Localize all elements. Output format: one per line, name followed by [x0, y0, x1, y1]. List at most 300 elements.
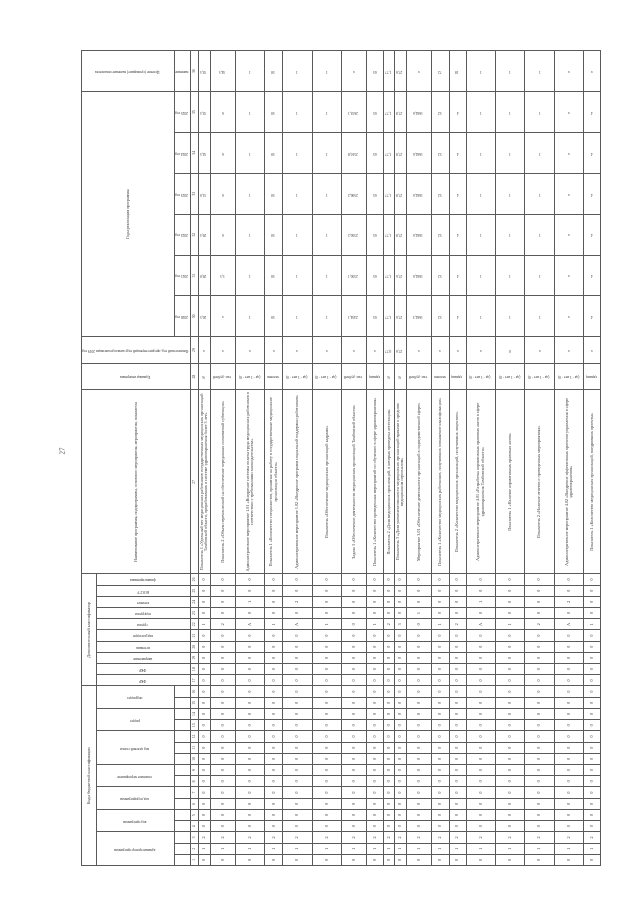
- row-year-value: 1: [525, 132, 554, 173]
- code-cell: 0: [406, 787, 431, 798]
- header-fund-col-5: группа: [97, 619, 191, 630]
- row-name: Административное мероприятие 4.01 «Разработка нормативных правовых актов в сфере здравоохранения Тамбовской области»: [466, 390, 495, 574]
- code-cell: 0: [283, 809, 312, 820]
- code-cell: 0: [283, 798, 312, 809]
- code-cell: 0: [394, 652, 406, 663]
- code-cell: 0: [265, 731, 283, 742]
- code-cell: 0: [198, 798, 210, 809]
- code-cell: 0: [312, 708, 341, 719]
- code-cell: А: [466, 619, 495, 630]
- row-year-value: 1: [495, 132, 524, 173]
- code-cell: 0: [383, 720, 394, 731]
- header-code-subcell: [174, 798, 190, 809]
- table-row: [283, 51, 312, 866]
- row-year-value: 5,5: [210, 255, 235, 296]
- row-year-value: 4: [584, 173, 601, 214]
- code-cell: 0: [265, 798, 283, 809]
- code-cell: 0: [198, 809, 210, 820]
- row-base-value: х: [406, 337, 431, 364]
- code-cell: 0: [367, 854, 384, 865]
- code-cell: 0: [554, 720, 583, 731]
- code-cell: 0: [466, 641, 495, 652]
- code-cell: 2: [466, 832, 495, 843]
- code-cell: 0: [312, 809, 341, 820]
- code-cell: 0: [198, 607, 210, 618]
- code-cell: 0: [383, 798, 394, 809]
- row-year-value: х: [554, 173, 583, 214]
- header-code-subcell: [174, 787, 190, 798]
- code-cell: 0: [198, 630, 210, 641]
- table-row: [312, 51, 341, 866]
- code-cell: 0: [394, 854, 406, 865]
- code-cell: 0: [406, 619, 431, 630]
- code-cell: 0: [449, 776, 466, 787]
- code-cell: 0: [210, 708, 235, 719]
- row-year-value: 1,77: [383, 214, 394, 255]
- row-year-value: 31,0: [198, 173, 210, 214]
- code-cell: 0: [495, 574, 524, 585]
- row-year-value: х: [554, 255, 583, 296]
- code-cell: 0: [394, 742, 406, 753]
- code-cell: 0: [406, 776, 431, 787]
- row-base-value: 0: [495, 337, 524, 364]
- row-year-value: 52: [431, 296, 449, 337]
- column-number: 19: [190, 652, 198, 663]
- code-cell: 1: [265, 619, 283, 630]
- code-cell: 0: [210, 630, 235, 641]
- row-year-value: 50: [265, 132, 283, 173]
- table-row: [210, 51, 235, 866]
- row-year-value: 1,77: [383, 255, 394, 296]
- code-cell: 1: [265, 843, 283, 854]
- code-cell: 0: [495, 798, 524, 809]
- code-cell: 0: [394, 585, 406, 596]
- row-unit: (да - 1 нет - 0): [554, 363, 583, 390]
- code-cell: 0: [525, 731, 554, 742]
- row-final-value: 1: [495, 51, 524, 92]
- header-code-subcell: [174, 753, 190, 764]
- code-cell: 0: [394, 708, 406, 719]
- row-year-value: 1: [283, 173, 312, 214]
- code-cell: 0: [554, 708, 583, 719]
- code-cell: 0: [466, 675, 495, 686]
- code-cell: 0: [210, 574, 235, 585]
- row-year-value: 1: [235, 255, 264, 296]
- header-unit: Единица измерения: [82, 363, 191, 390]
- code-cell: 0: [584, 798, 601, 809]
- code-cell: 0: [265, 708, 283, 719]
- code-cell: 1: [466, 596, 495, 607]
- table-row: [235, 51, 264, 866]
- code-cell: 1: [406, 607, 431, 618]
- row-year-value: 4: [449, 255, 466, 296]
- row-year-value: 1: [235, 173, 264, 214]
- code-cell: 0: [235, 652, 264, 663]
- code-cell: 0: [466, 821, 495, 832]
- code-cell: 0: [265, 630, 283, 641]
- header-code-subcell: [174, 720, 190, 731]
- row-final-value: 18: [449, 51, 466, 92]
- code-cell: 2: [210, 619, 235, 630]
- code-cell: 0: [466, 652, 495, 663]
- row-year-value: 52: [431, 173, 449, 214]
- code-cell: 0: [235, 708, 264, 719]
- code-cell: 0: [406, 697, 431, 708]
- code-cell: 0: [265, 742, 283, 753]
- code-cell: 0: [584, 809, 601, 820]
- code-cell: 0: [449, 753, 466, 764]
- row-base-value: х: [312, 337, 341, 364]
- row-final-value: 1: [466, 51, 495, 92]
- row-year-value: 50: [265, 255, 283, 296]
- code-cell: 0: [466, 798, 495, 809]
- code-cell: 0: [466, 765, 495, 776]
- code-cell: 0: [210, 787, 235, 798]
- code-cell: 0: [210, 742, 235, 753]
- code-cell: 0: [367, 585, 384, 596]
- row-year-value: 1,77: [383, 296, 394, 337]
- row-year-value: 50: [265, 92, 283, 133]
- code-cell: 0: [584, 731, 601, 742]
- row-name: Показатель 1 «Наличие нормативных правовых актов»: [495, 390, 524, 574]
- code-cell: 0: [554, 753, 583, 764]
- code-cell: 0: [235, 585, 264, 596]
- code-cell: 0: [198, 596, 210, 607]
- code-cell: 0: [406, 574, 431, 585]
- row-year-value: 4: [584, 92, 601, 133]
- code-cell: 0: [431, 585, 449, 596]
- code-cell: 2: [367, 832, 384, 843]
- row-year-value: 1: [466, 173, 495, 214]
- code-cell: 0: [554, 787, 583, 798]
- code-cell: 0: [312, 731, 341, 742]
- code-cell: 0: [554, 742, 583, 753]
- code-cell: 0: [525, 697, 554, 708]
- code-cell: 0: [312, 776, 341, 787]
- code-cell: 0: [466, 708, 495, 719]
- row-year-value: 1: [495, 296, 524, 337]
- code-cell: 0: [449, 854, 466, 865]
- header-name: Наименование программы, подпрограммы, основного мероприятия, мероприятия, показателя: [82, 390, 191, 574]
- code-cell: 0: [312, 720, 341, 731]
- header-year-2: 2022 год: [174, 214, 190, 255]
- code-cell: 0: [367, 686, 384, 697]
- column-number: 22: [190, 619, 198, 630]
- header-year-4: 2024 год: [174, 132, 190, 173]
- row-year-value: 1: [466, 132, 495, 173]
- code-cell: 0: [495, 664, 524, 675]
- row-year-value: 27,8: [394, 132, 406, 173]
- table-row: [525, 51, 554, 866]
- code-cell: 1: [406, 843, 431, 854]
- code-cell: 0: [265, 821, 283, 832]
- code-cell: 0: [394, 809, 406, 820]
- row-unit: единиц: [449, 363, 466, 390]
- code-cell: 0: [367, 731, 384, 742]
- code-cell: 1: [584, 619, 601, 630]
- row-year-value: 1: [283, 255, 312, 296]
- row-name: Задача 3 «Обеспечение деятельности медицинских организаций Тамбовской области»: [342, 390, 367, 574]
- code-cell: 0: [525, 652, 554, 663]
- header-code-subcell: [174, 832, 190, 843]
- row-year-value: 1: [495, 214, 524, 255]
- code-cell: 0: [525, 708, 554, 719]
- code-cell: 0: [283, 708, 312, 719]
- row-year-value: 1662,6: [406, 132, 431, 173]
- row-year-value: 1662,6: [406, 92, 431, 133]
- row-final-value: 65: [367, 51, 384, 92]
- code-cell: 0: [283, 821, 312, 832]
- column-number: 15: [190, 697, 198, 708]
- row-year-value: х: [554, 132, 583, 173]
- code-cell: 0: [466, 630, 495, 641]
- row-unit: %: [198, 363, 210, 390]
- code-cell: 0: [394, 776, 406, 787]
- code-cell: 0: [265, 809, 283, 820]
- code-cell: 0: [367, 630, 384, 641]
- code-cell: 0: [449, 686, 466, 697]
- code-cell: 0: [584, 697, 601, 708]
- code-cell: 0: [383, 821, 394, 832]
- code-cell: 0: [584, 574, 601, 585]
- code-cell: 0: [265, 596, 283, 607]
- code-cell: 1: [525, 843, 554, 854]
- code-cell: 0: [265, 574, 283, 585]
- code-cell: 2: [525, 619, 554, 630]
- code-cell: 0: [495, 765, 524, 776]
- code-cell: 0: [383, 787, 394, 798]
- row-year-value: 52: [431, 92, 449, 133]
- code-cell: 0: [584, 641, 601, 652]
- table-row: [431, 51, 449, 866]
- code-cell: 0: [342, 854, 367, 865]
- header-code-subcell: [174, 843, 190, 854]
- code-cell: 0: [449, 809, 466, 820]
- row-final-value: 1,77: [383, 51, 394, 92]
- code-cell: 0: [431, 686, 449, 697]
- code-cell: 0: [431, 607, 449, 618]
- column-number: 4: [190, 821, 198, 832]
- code-cell: 0: [525, 821, 554, 832]
- row-year-value: 2506,2: [342, 173, 367, 214]
- code-cell: 0: [584, 585, 601, 596]
- header-year-1: 2021 год: [174, 255, 190, 296]
- code-cell: 1: [383, 843, 394, 854]
- header-code-subcell: [174, 686, 190, 697]
- row-name: Показатель 1 «Количество медицинских организаций, внедривших проекты»: [584, 390, 601, 574]
- code-cell: 0: [367, 607, 384, 618]
- code-cell: 0: [342, 776, 367, 787]
- row-year-value: 4: [449, 214, 466, 255]
- row-year-value: 1: [312, 296, 341, 337]
- code-cell: 0: [495, 720, 524, 731]
- code-cell: 0: [312, 686, 341, 697]
- code-cell: 0: [312, 765, 341, 776]
- code-cell: 1: [367, 619, 384, 630]
- code-cell: 0: [431, 720, 449, 731]
- row-year-value: 1: [525, 92, 554, 133]
- code-cell: 2: [449, 619, 466, 630]
- column-number: 26: [190, 574, 198, 585]
- column-number: 7: [190, 787, 198, 798]
- row-year-value: 2510,8: [342, 132, 367, 173]
- code-cell: 0: [525, 607, 554, 618]
- code-cell: 1: [495, 843, 524, 854]
- code-cell: 0: [406, 708, 431, 719]
- row-base-value: х: [525, 337, 554, 364]
- row-year-value: 1: [235, 296, 264, 337]
- column-number: 29: [190, 337, 198, 364]
- code-cell: 2: [210, 832, 235, 843]
- row-unit: (да - 1 нет - 0): [235, 363, 264, 390]
- code-cell: 0: [449, 742, 466, 753]
- code-cell: 0: [554, 854, 583, 865]
- code-cell: 0: [198, 686, 210, 697]
- table-row: [198, 51, 210, 866]
- code-cell: 0: [283, 776, 312, 787]
- code-cell: 0: [554, 731, 583, 742]
- code-cell: 0: [235, 641, 264, 652]
- header-code-subcell: [174, 809, 190, 820]
- code-cell: 0: [235, 697, 264, 708]
- code-cell: 0: [406, 753, 431, 764]
- code-cell: 2: [431, 832, 449, 843]
- code-cell: А: [283, 619, 312, 630]
- code-cell: 1: [312, 619, 341, 630]
- code-cell: 1: [235, 596, 264, 607]
- code-cell: 0: [312, 742, 341, 753]
- row-unit: тыс. рублей: [342, 363, 367, 390]
- code-cell: 0: [394, 607, 406, 618]
- code-cell: 0: [342, 753, 367, 764]
- table-row: [394, 51, 406, 866]
- code-cell: 0: [367, 742, 384, 753]
- code-cell: 0: [383, 664, 394, 675]
- code-cell: 0: [383, 708, 394, 719]
- code-cell: 0: [367, 675, 384, 686]
- row-year-value: 2350,2: [342, 214, 367, 255]
- code-cell: 0: [235, 664, 264, 675]
- code-cell: 0: [466, 720, 495, 731]
- code-cell: 0: [312, 585, 341, 596]
- code-cell: 0: [584, 787, 601, 798]
- row-year-value: 27,6: [394, 296, 406, 337]
- code-cell: 0: [495, 854, 524, 865]
- row-final-value: х: [554, 51, 583, 92]
- row-base-value: х: [431, 337, 449, 364]
- code-cell: 0: [406, 742, 431, 753]
- code-cell: 0: [210, 596, 235, 607]
- row-year-value: 1662,3: [406, 296, 431, 337]
- column-number: 10: [190, 753, 198, 764]
- code-cell: 3: [394, 619, 406, 630]
- column-number: 33: [190, 173, 198, 214]
- row-year-value: 4: [584, 132, 601, 173]
- code-cell: 0: [342, 619, 367, 630]
- code-cell: 0: [265, 675, 283, 686]
- code-cell: 0: [449, 607, 466, 618]
- row-base-value: х: [367, 337, 384, 364]
- code-cell: 0: [449, 731, 466, 742]
- code-cell: 0: [312, 675, 341, 686]
- code-cell: 0: [283, 854, 312, 865]
- code-cell: 0: [495, 675, 524, 686]
- row-year-value: 1: [525, 173, 554, 214]
- code-cell: 0: [312, 664, 341, 675]
- header-period: Годы реализации программы: [82, 92, 175, 337]
- code-cell: 0: [406, 630, 431, 641]
- code-cell: 0: [312, 753, 341, 764]
- code-cell: 0: [466, 664, 495, 675]
- code-cell: 2: [525, 832, 554, 843]
- code-cell: 0: [342, 821, 367, 832]
- header-funding: Дополнительный классификатор: [82, 574, 97, 686]
- code-cell: 0: [394, 574, 406, 585]
- row-base-value: х: [198, 337, 210, 364]
- code-cell: 0: [495, 821, 524, 832]
- code-cell: 2: [406, 832, 431, 843]
- row-year-value: 27,8: [394, 92, 406, 133]
- code-cell: А: [235, 619, 264, 630]
- code-cell: 0: [283, 664, 312, 675]
- code-cell: 0: [525, 765, 554, 776]
- table-row: [449, 51, 466, 866]
- code-cell: 0: [367, 641, 384, 652]
- row-year-value: 32,5: [198, 132, 210, 173]
- code-cell: 0: [394, 765, 406, 776]
- code-cell: 0: [198, 753, 210, 764]
- code-cell: 0: [265, 776, 283, 787]
- code-cell: 0: [312, 652, 341, 663]
- row-year-value: 6: [210, 214, 235, 255]
- row-year-value: 2434,1: [342, 296, 367, 337]
- code-cell: 0: [554, 821, 583, 832]
- row-year-value: 1,77: [383, 92, 394, 133]
- row-year-value: 1: [525, 214, 554, 255]
- code-cell: 0: [342, 708, 367, 719]
- code-cell: 2: [554, 832, 583, 843]
- row-year-value: 1662,6: [406, 255, 431, 296]
- code-cell: 0: [367, 753, 384, 764]
- code-cell: 0: [235, 809, 264, 820]
- code-cell: 0: [210, 854, 235, 865]
- code-cell: 0: [466, 753, 495, 764]
- code-cell: 0: [449, 697, 466, 708]
- row-name: Административное мероприятие 1.02 «Внедрение программ социальной поддержки работников»: [283, 390, 312, 574]
- code-cell: 0: [466, 742, 495, 753]
- column-number: 20: [190, 641, 198, 652]
- code-cell: 0: [554, 697, 583, 708]
- code-cell: 0: [394, 686, 406, 697]
- row-year-value: 65: [367, 173, 384, 214]
- code-cell: 0: [198, 641, 210, 652]
- header-code-subcell: [174, 854, 190, 865]
- row-name: Показатель 3 «Доля укомплектованности медицинских организаций врачами и средним медицинским персоналом»: [394, 390, 406, 574]
- code-cell: 0: [235, 753, 264, 764]
- code-cell: 0: [210, 686, 235, 697]
- code-cell: 0: [431, 708, 449, 719]
- table-row: [367, 51, 384, 866]
- code-cell: 0: [367, 596, 384, 607]
- code-cell: 0: [584, 742, 601, 753]
- code-cell: 0: [198, 574, 210, 585]
- code-cell: 0: [283, 787, 312, 798]
- row-year-value: 1: [312, 255, 341, 296]
- row-unit: (да - 1 нет - 0): [283, 363, 312, 390]
- row-unit: единиц: [584, 363, 601, 390]
- row-year-value: х: [210, 296, 235, 337]
- row-year-value: 1,77: [383, 132, 394, 173]
